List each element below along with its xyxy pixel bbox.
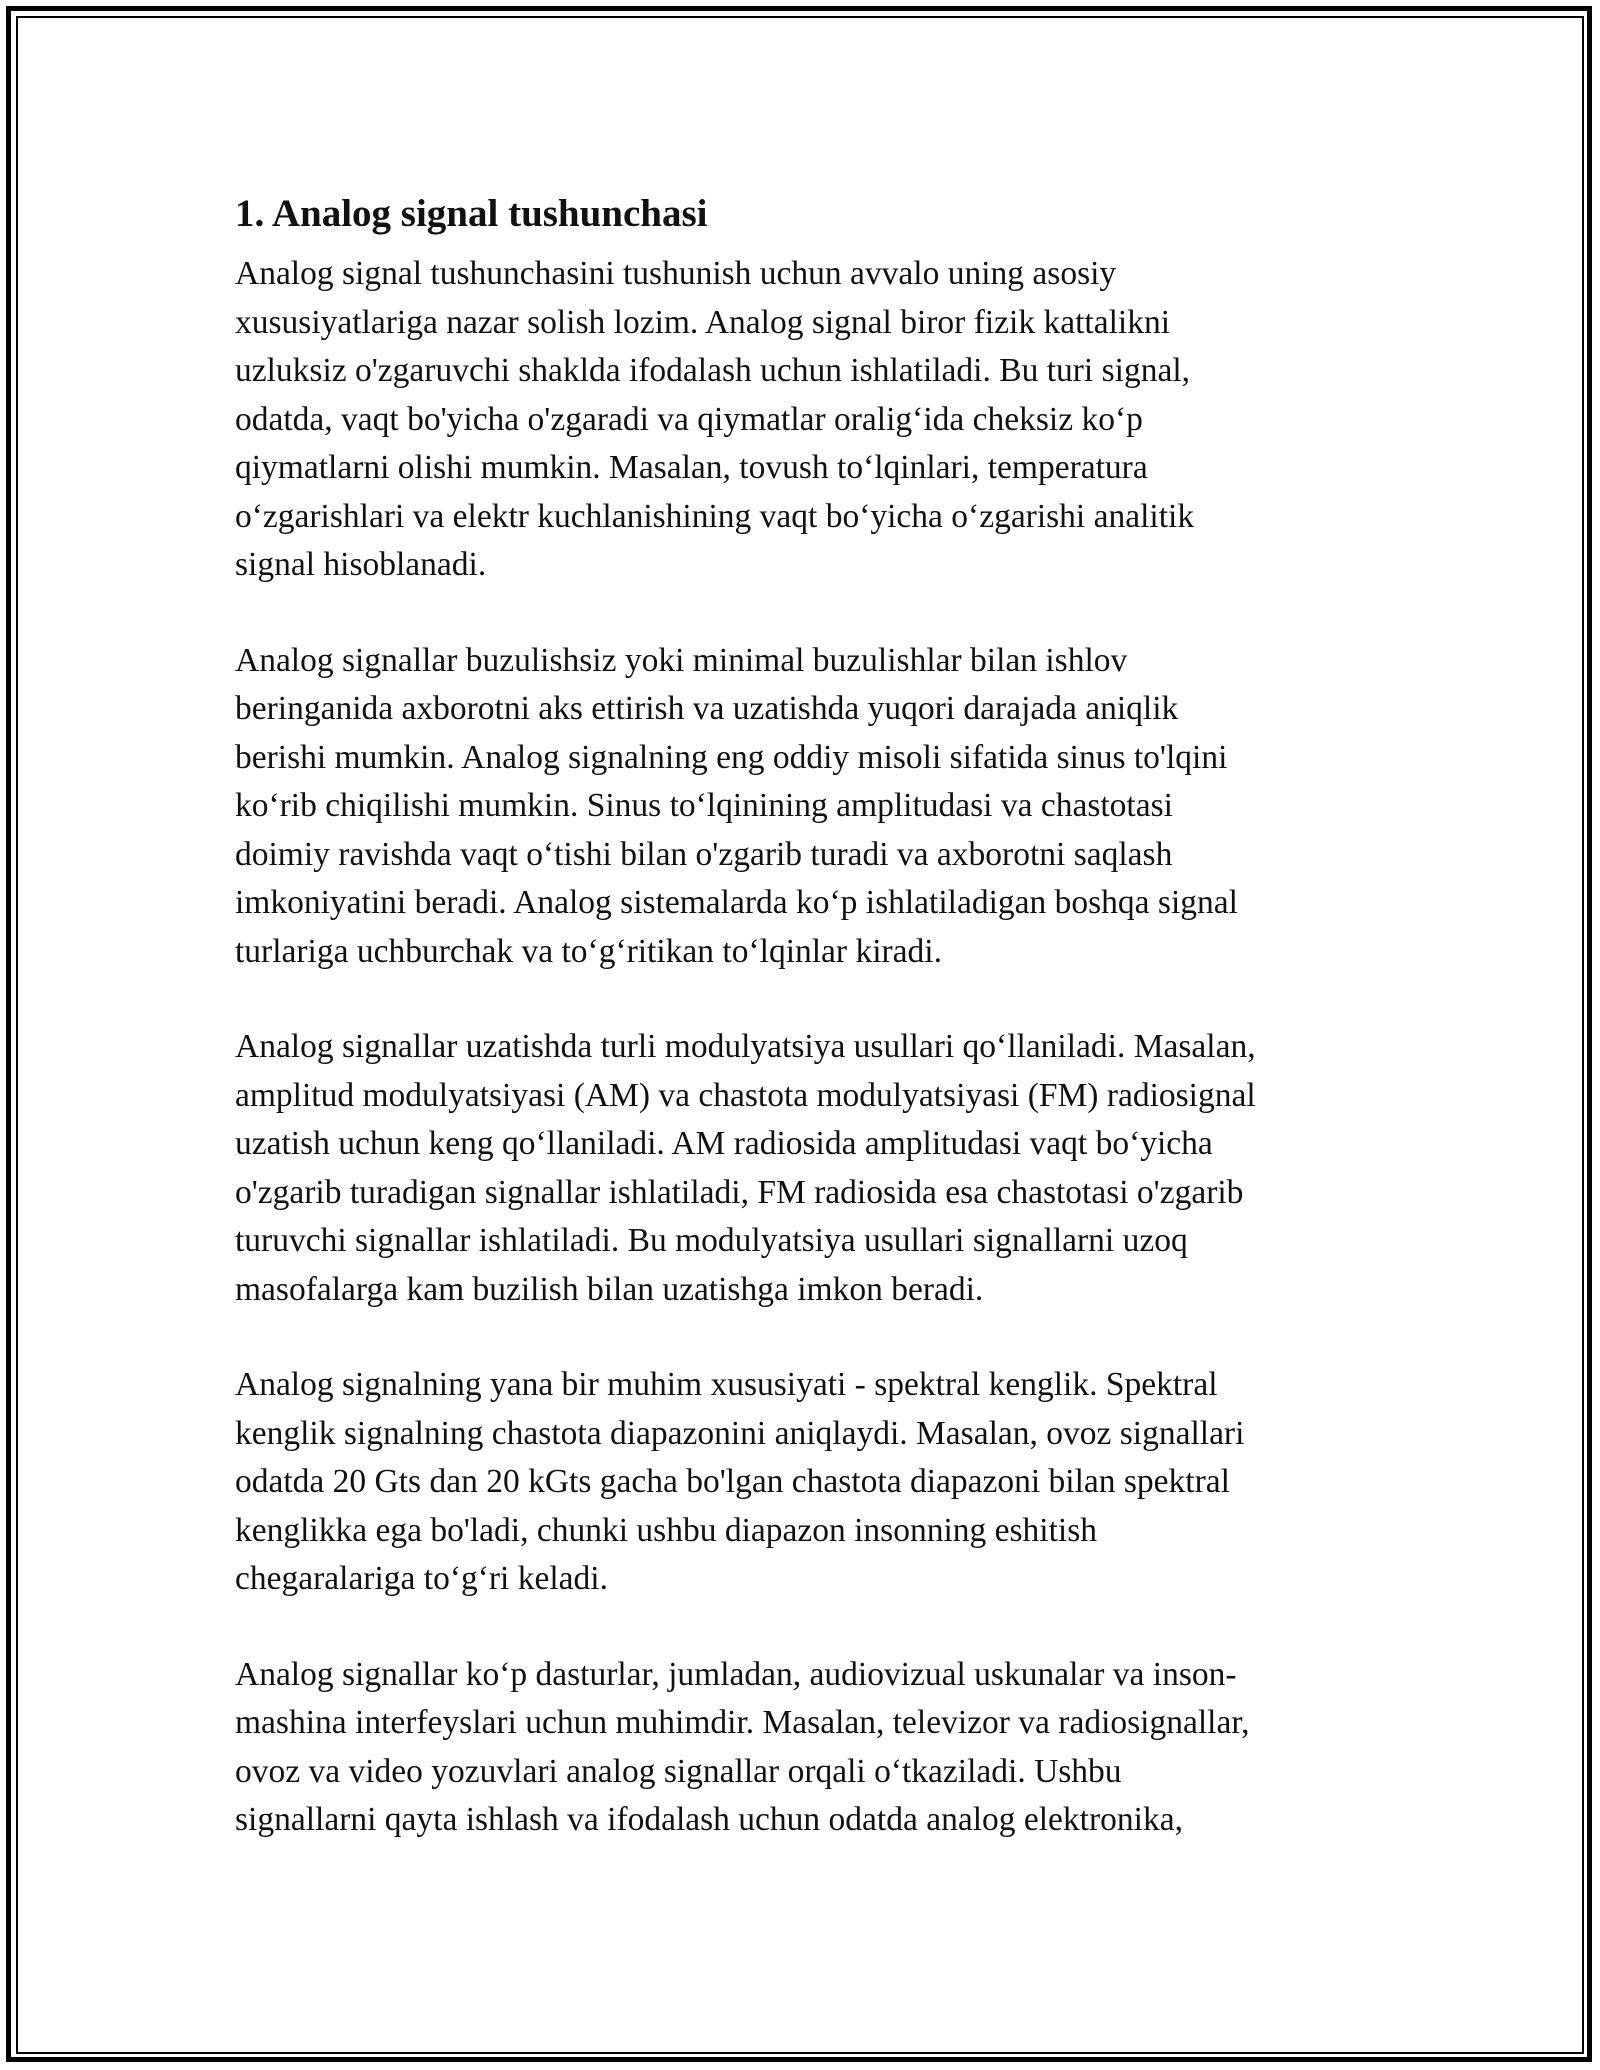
text-line: Analog signallar buzulishsiz yoki minimal buzulishlar bilan ishlov <box>235 641 1128 679</box>
text-line: turuvchi signallar ishlatiladi. Bu modulyatsiya usullari signallarni uzoq <box>235 1222 1188 1259</box>
section-heading: 1. Analog signal tushunchasi <box>235 192 708 235</box>
document-body <box>235 188 1365 1892</box>
text-line: berishi mumkin. Analog signalning eng oddiy misoli sifatida sinus to'lqini <box>235 738 1228 776</box>
text-line: uzatish uchun keng qo‘llaniladi. AM radiosida amplitudasi vaqt bo‘yicha <box>235 1125 1213 1162</box>
text-line: Analog signal tushunchasini tushunish uchun avvalo uning asosiy <box>235 255 1117 292</box>
text-line: Analog signalning yana bir muhim xususiyati - spektral kenglik. Spektral <box>235 1366 1218 1403</box>
text-line: o'zgarib turadigan signallar ishlatiladi, FM radiosida esa chastotasi o'zgarib <box>235 1173 1244 1211</box>
text-line: xususiyatlariga nazar solish lozim. Analog signal biror fizik kattalikni <box>235 303 1171 341</box>
text-line: chegaralariga to‘g‘ri keladi. <box>235 1560 608 1597</box>
text-line: uzluksiz o'zgaruvchi shaklda ifodalash uchun ishlatiladi. Bu turi signal, <box>235 352 1190 389</box>
paragraph-2 <box>235 637 1365 977</box>
text-line: ko‘rib chiqilishi mumkin. Sinus to‘lqinining amplitudasi va chastotasi <box>235 787 1173 824</box>
text-line: signallarni qayta ishlash va ifodalash uchun odatda analog elektronika, <box>235 1801 1183 1838</box>
text-line: turlariga uchburchak va to‘g‘ritikan to‘lqinlar kiradi. <box>235 932 942 970</box>
text-line: kenglikka ega bo'ladi, chunki ushbu diapazon insonning eshitish <box>235 1511 1098 1549</box>
text-line: qiymatlarni olishi mumkin. Masalan, tovush to‘lqinlari, temperatura <box>235 449 1148 486</box>
text-line: beringanida axborotni aks ettirish va uzatishda yuqori darajada aniqlik <box>235 690 1179 727</box>
text-line: Analog signallar uzatishda turli modulyatsiya usullari qo‘llaniladi. Masalan, <box>235 1028 1256 1065</box>
text-line: masofalarga kam buzilish bilan uzatishga imkon beradi. <box>235 1270 984 1308</box>
text-line: signal hisoblanadi. <box>235 546 487 583</box>
text-line: ovoz va video yozuvlari analog signallar orqali o‘tkaziladi. Ushbu <box>235 1752 1122 1790</box>
paragraph-5 <box>235 1651 1365 1845</box>
text-line: o‘zgarishlari va elektr kuchlanishining vaqt bo‘yicha o‘zgarishi analitik <box>235 497 1195 535</box>
text-line: Analog signallar ko‘p dasturlar, jumladan, audiovizual uskunalar va inson- <box>235 1655 1237 1693</box>
text-line: amplitud modulyatsiyasi (AM) va chastota modulyatsiyasi (FM) radiosignal <box>235 1076 1256 1114</box>
text-line: mashina interfeyslari uchun muhimdir. Masalan, televizor va radiosignallar, <box>235 1704 1250 1741</box>
text-line: odatda 20 Gts dan 20 kGts gacha bo'lgan chastota diapazoni bilan spektral <box>235 1463 1230 1500</box>
text-line: doimiy ravishda vaqt o‘tishi bilan o'zgarib turadi va axborotni saqlash <box>235 835 1173 873</box>
text-line: odatda, vaqt bo'yicha o'zgaradi va qiymatlar oralig‘ida cheksiz ko‘p <box>235 400 1143 438</box>
text-line: imkoniyatini beradi. Analog sistemalarda ko‘p ishlatiladigan boshqa signal <box>235 884 1238 921</box>
text-line: kenglik signalning chastota diapazonini aniqlaydi. Masalan, ovoz signallari <box>235 1414 1245 1452</box>
paragraph-3 <box>235 1023 1365 1314</box>
paragraph-1 <box>235 250 1365 590</box>
paragraph-4 <box>235 1361 1365 1604</box>
